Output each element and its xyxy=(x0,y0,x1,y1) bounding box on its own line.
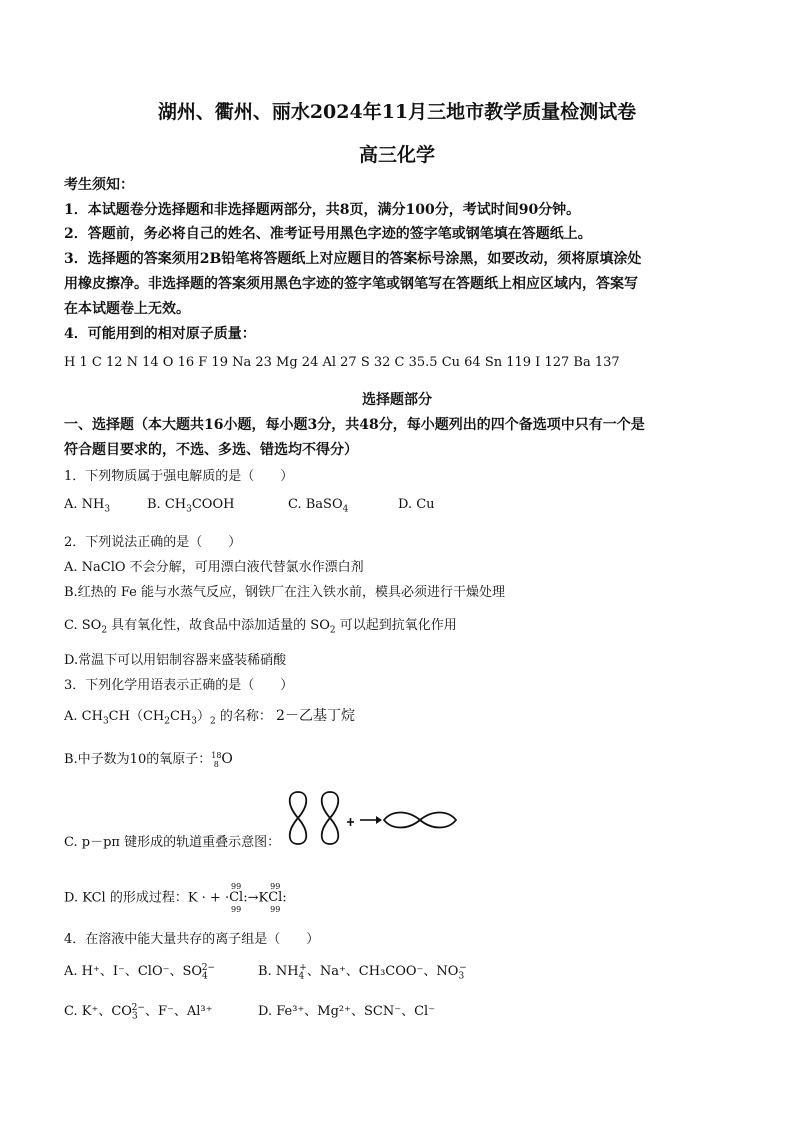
pi-overlap-orbital xyxy=(384,813,456,828)
notice-item-2: 2．答题前，务必将自己的姓名、准考证号用黑色字迹的签字笔或钢笔填在答题纸上。 xyxy=(64,226,592,242)
notice-item-3-end: 在本试题卷上无效。 xyxy=(64,301,190,317)
notice-item-1: 1．本试题卷分选择题和非选择题两部分，共8页，满分100分，考试时间90分钟。 xyxy=(64,202,581,218)
notice-heading: 考生须知： xyxy=(64,177,134,193)
q2-option-a: A. NaClO 不会分解，可用漂白液代替氯水作漂白剂 xyxy=(64,560,364,575)
oxygen-isotope-notation: 18 8 xyxy=(211,750,222,769)
q1-option-b: B. $CH_3COOH$ xyxy=(147,497,235,515)
notice-item-4: 4．可能用到的相对原子质量： xyxy=(64,326,256,342)
cl-electron-dots-1: 99 Cl 99 xyxy=(229,882,244,914)
q4-option-b: B. $NH_4^+$、Na⁺、CH₃COO⁻、$NO_3^-$ xyxy=(258,962,467,982)
p-p-pi-orbital-diagram xyxy=(284,790,464,846)
notice-item-3-cont: 用橡皮擦净。非选择题的答案须用黑色字迹的签字笔或钢笔写在答题纸上相应区域内，答案写 xyxy=(64,276,638,292)
q4-stem: 4．在溶液中能大量共存的离子组是（ ） xyxy=(64,932,320,947)
arrow-head-icon xyxy=(376,816,382,824)
part1-instructions-cont: 符合题目要求的，不选、多选、错选均不得分） xyxy=(64,442,358,458)
q2-option-b: B.红热的 Fe 能与水蒸气反应，钢铁厂在注入铁水前，模具必须进行干燥处理 xyxy=(64,585,505,600)
q1-option-d: D. Cu xyxy=(398,497,435,512)
q1-option-a: A. $NH_3$ xyxy=(64,497,111,515)
q2-stem: 2．下列说法正确的是（ ） xyxy=(64,535,242,550)
q2-option-d: D.常温下可以用铝制容器来盛装稀硝酸 xyxy=(64,653,287,668)
p-orbital-left xyxy=(290,792,307,844)
q4-option-a: A. H⁺、I⁻、ClO⁻、$SO_4^{2-}$ xyxy=(64,962,216,982)
cl-electron-dots-2: 99 Cl 99 xyxy=(268,882,283,914)
q1-option-c: C. BaSO$_4$ xyxy=(288,497,349,515)
q1-stem: 1．下列物质属于强电解质的是（ ） xyxy=(64,469,294,484)
part1-instructions: 一、选择题（本大题共16小题，每小题3分，共48分，每小题列出的四个备选项中只有一个是 xyxy=(64,417,645,433)
q3-option-b: B.中子数为10的氧原子： 18 8 O xyxy=(64,750,233,769)
exam-subtitle: 高三化学 xyxy=(358,144,435,166)
q3-a-name: 2－乙基丁烷 xyxy=(276,708,355,724)
exam-title: 湖州、衢州、丽水2024年11月三地市教学质量检测试卷 xyxy=(157,101,637,123)
q3-option-a: A. $CH_3CH(CH_2CH_3)_2$ 的名称： 2－乙基丁烷 xyxy=(64,708,355,727)
q2-option-c: C. $SO_2$ 具有氧化性，故食品中添加适量的 $SO_2$ 可以起到抗氧化作用 xyxy=(64,618,457,636)
notice-item-3: 3．选择题的答案须用2B铅笔将答题纸上对应题目的答案标号涂黑，如要改动，须将原填涂处 xyxy=(64,251,642,267)
q3-option-d: D. KCl 的形成过程：K · + · 99 Cl 99 :→K 99 Cl 99 : xyxy=(64,882,287,914)
q4-option-d: D. Fe³⁺、Mg²⁺、SCN⁻、Cl⁻ xyxy=(258,1004,436,1019)
section-title: 选择题部分 xyxy=(362,392,432,408)
q4-option-c: C. K⁺、$CO_3^{2-}$、F⁻、Al³⁺ xyxy=(64,1002,213,1022)
q3-option-c: C. p－pπ 键形成的轨道重叠示意图： xyxy=(64,835,281,850)
atomic-masses: H 1 C 12 N 14 O 16 F 19 Na 23 Mg 24 Al 27 S 32 C 35.5 Cu 64 Sn 119 I 127 Ba 137 xyxy=(64,355,620,370)
p-orbital-right xyxy=(322,792,339,844)
q3-stem: 3．下列化学用语表示正确的是（ ） xyxy=(64,678,294,693)
